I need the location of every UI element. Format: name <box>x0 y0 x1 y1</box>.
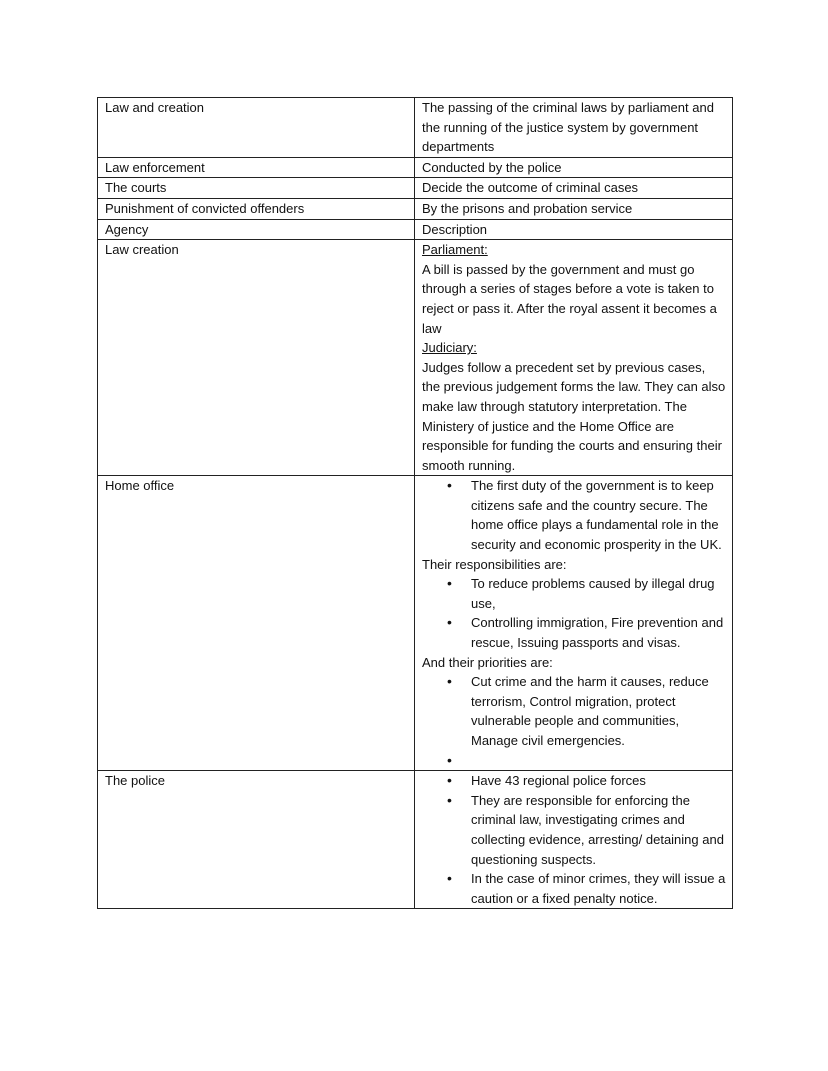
list-item: • Controlling immigration, Fire prevention and rescue, Issuing passports and visas. <box>471 613 726 652</box>
row-description: The passing of the criminal laws by parliament and the running of the justice system by government departments <box>415 98 733 158</box>
list-item: • The first duty of the government is to keep citizens safe and the country secure. The home office plays a fundamental role in the security and economic prosperity in the UK. <box>471 476 726 554</box>
table-row <box>98 98 733 158</box>
table-row <box>98 178 733 199</box>
home-office-row <box>98 476 733 771</box>
row-description: By the prisons and probation service <box>415 198 733 219</box>
police-description <box>415 771 733 909</box>
table-header-row <box>98 219 733 240</box>
row-label: Law and creation <box>98 98 415 158</box>
row-description: Decide the outcome of criminal cases <box>415 178 733 199</box>
table-row <box>98 198 733 219</box>
row-description: Conducted by the police <box>415 157 733 178</box>
row-label: The courts <box>98 178 415 199</box>
row-label: Home office <box>98 476 415 771</box>
table-row <box>98 157 733 178</box>
priorities-list <box>422 672 726 770</box>
judiciary-text: Judges follow a precedent set by previous cases, the previous judgement forms the law. They can also make law through statutory interpretation. The Ministery of justice and the Home Office are responsible for funding the courts and ensuring their smooth running. <box>422 359 726 473</box>
list-item: • To reduce problems caused by illegal drug use, <box>471 574 726 613</box>
responsibilities-list <box>422 574 726 652</box>
responsibilities-heading: Their responsibilities are: <box>422 556 567 572</box>
row-label: Punishment of convicted offenders <box>98 198 415 219</box>
list-item: • Cut crime and the harm it causes, reduce terrorism, Control migration, protect vulnerable people and communities, Manage civil emergencies. <box>471 672 726 750</box>
police-row <box>98 771 733 909</box>
description-header: Description <box>415 219 733 240</box>
judiciary-heading: Judiciary: <box>422 340 477 356</box>
agency-header: Agency <box>98 219 415 240</box>
home-office-description <box>415 476 733 771</box>
list-item: • In the case of minor crimes, they will issue a caution or a fixed penalty notice. <box>471 869 726 908</box>
list-item: • Have 43 regional police forces <box>471 771 726 791</box>
empty-list-item <box>471 751 726 771</box>
parliament-text: A bill is passed by the government and must go through a series of stages before a vote is taken to reject or pass it. After the royal assent it becomes a law <box>422 261 717 336</box>
row-label: Law creation <box>98 240 415 476</box>
criminal-justice-table <box>97 97 733 909</box>
row-label: The police <box>98 771 415 909</box>
police-list <box>422 771 726 908</box>
priorities-heading: And their priorities are: <box>422 654 553 670</box>
law-creation-description <box>415 240 733 476</box>
law-creation-row <box>98 240 733 476</box>
intro-list <box>422 476 726 554</box>
parliament-heading: Parliament: <box>422 242 488 258</box>
list-item: • They are responsible for enforcing the criminal law, investigating crimes and collecting evidence, arresting/ detaining and questioning suspects. <box>471 791 726 869</box>
row-label: Law enforcement <box>98 157 415 178</box>
